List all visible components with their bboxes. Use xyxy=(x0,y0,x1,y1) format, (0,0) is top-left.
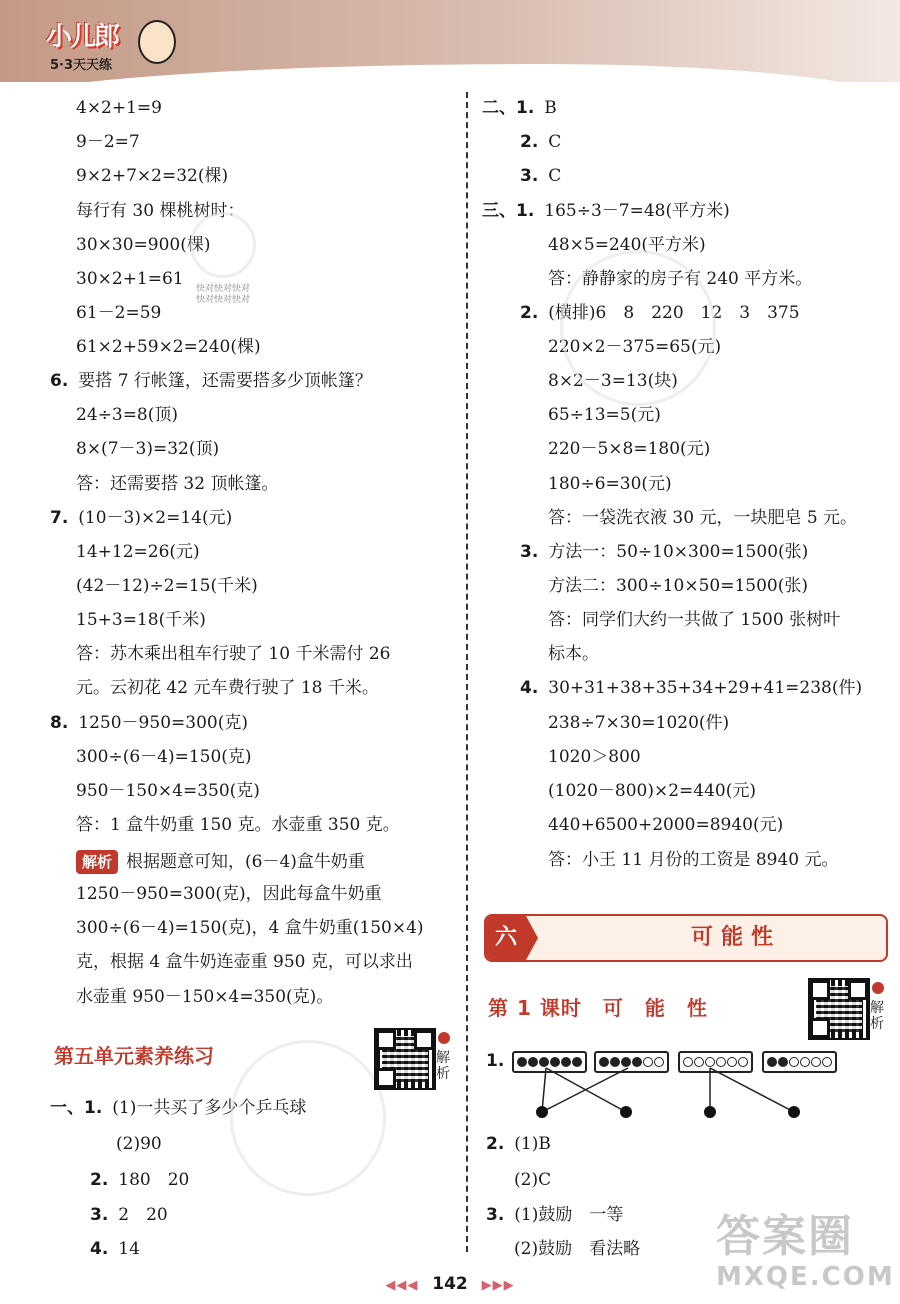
logo-sub-text: 5·3天天练 xyxy=(50,58,113,73)
answer-line xyxy=(76,644,390,664)
question-number: 7. xyxy=(50,508,69,528)
site-watermark-url: MXQE.COM xyxy=(716,1262,895,1292)
next-arrows-icon: ▶▶▶ xyxy=(481,1278,515,1293)
answer-line xyxy=(76,678,379,698)
answer-text: 元。云初花 42 元车费行驶了 18 千米。 xyxy=(76,678,379,698)
answer-text: (10－3)×2=14(元) xyxy=(78,508,233,528)
question-number: 4. xyxy=(90,1239,109,1259)
question-number: 4. xyxy=(520,678,539,698)
answer-line xyxy=(548,405,661,425)
answer-line xyxy=(514,1170,551,1190)
answer-line xyxy=(76,337,261,357)
answer-text: (1)B xyxy=(514,1134,551,1154)
chapter-title: 可能性 xyxy=(690,925,781,950)
answer-line xyxy=(520,132,561,152)
question-number: 8. xyxy=(50,713,69,733)
answer-line xyxy=(76,781,260,801)
column-divider xyxy=(466,92,468,1252)
answer-text: 9×2+7×2=32(棵) xyxy=(76,166,229,186)
answer-text: 300÷(6－4)=150(克)，4 盒牛奶重(150×4) xyxy=(76,918,424,938)
match-dot xyxy=(788,1106,800,1118)
answer-text: 8×2－3=13(块) xyxy=(548,371,678,391)
small-watermark xyxy=(196,284,250,306)
site-watermark-name: 答案圈 xyxy=(716,1211,854,1262)
answer-line xyxy=(76,542,200,562)
answer-line xyxy=(482,98,557,118)
answer-text: 每行有 30 棵桃树时： xyxy=(76,201,245,221)
small-watermark-line: 快对快对快对 xyxy=(196,284,251,294)
answer-line xyxy=(520,678,862,698)
answer-line xyxy=(548,474,672,494)
answer-line xyxy=(548,576,808,596)
answer-line xyxy=(76,952,413,972)
answer-text: 61×2+59×2=240(棵) xyxy=(76,337,261,357)
answer-line xyxy=(76,576,258,596)
answer-line xyxy=(486,1134,551,1154)
answer-text: 答：小王 11 月份的工资是 8940 元。 xyxy=(548,850,839,870)
answer-text: 65÷13=5(元) xyxy=(548,405,661,425)
answer-line xyxy=(50,508,232,528)
answer-text: 答：苏木乘出租车行驶了 10 千米需付 26 xyxy=(76,644,391,664)
answer-line xyxy=(50,713,248,733)
answer-line xyxy=(514,1239,640,1259)
answer-text: 9－2=7 xyxy=(76,132,140,152)
answer-line xyxy=(76,303,161,323)
match-dot xyxy=(536,1106,548,1118)
answer-text: 答：同学们大约一共做了 1500 张树叶 xyxy=(548,610,841,630)
page-header xyxy=(0,0,900,82)
answer-text: 1250－950=300(克)，因此每盒牛奶重 xyxy=(76,884,382,904)
answer-text: 4×2+1=9 xyxy=(76,98,162,118)
question-number: 2. xyxy=(486,1134,505,1154)
play-arrow-icon xyxy=(438,1032,450,1044)
answer-line xyxy=(548,644,599,664)
white-bead xyxy=(822,1057,832,1067)
question-number: 二、1. xyxy=(482,98,535,118)
answer-line xyxy=(76,405,178,425)
answer-text: 1250－950=300(克) xyxy=(78,713,248,733)
answer-text: 要搭 7 行帐篷，还需要搭多少顶帐篷？ xyxy=(78,371,372,391)
qr-corner xyxy=(810,1018,830,1038)
answer-text: 300÷(6－4)=150(克) xyxy=(76,747,252,767)
answer-text: 14+12=26(元) xyxy=(76,542,200,562)
answer-line xyxy=(486,1205,623,1225)
question-number: 3. xyxy=(90,1205,109,1225)
answer-line xyxy=(482,201,730,221)
answer-text: 440+6500+2000=8940(元) xyxy=(548,815,784,835)
answer-text: 根据题意可知，(6－4)盒牛奶重 xyxy=(126,852,365,872)
answer-line xyxy=(548,610,840,630)
answer-text: B xyxy=(544,98,557,118)
answer-text: 14 xyxy=(118,1239,140,1259)
matching-lines xyxy=(480,1060,820,1130)
answer-line xyxy=(76,610,206,630)
answer-line xyxy=(76,884,382,904)
question-number: 1. xyxy=(486,1051,505,1071)
qr-corner xyxy=(376,1030,396,1050)
match-line xyxy=(710,1068,794,1112)
answer-line xyxy=(116,1134,162,1154)
answer-line xyxy=(76,474,278,494)
answer-line xyxy=(548,781,756,801)
brand-logo xyxy=(38,10,178,74)
answer-text: 165÷3－7=48(平方米) xyxy=(544,201,730,221)
answer-text: (42－12)÷2=15(千米) xyxy=(76,576,258,596)
answer-text: 61－2=59 xyxy=(76,303,162,323)
answer-text: 克，根据 4 盒牛奶连壶重 950 克，可以求出 xyxy=(76,952,413,972)
answer-text: (1020－800)×2=440(元) xyxy=(548,781,756,801)
answer-text: 220－5×8=180(元) xyxy=(548,439,711,459)
answer-line xyxy=(76,850,365,874)
question-number: 2. xyxy=(520,132,539,152)
answer-text: 水壶重 950－150×4=350(克)。 xyxy=(76,987,334,1007)
watermark-stamp xyxy=(230,1040,386,1196)
qr-label-lesson: 解析 xyxy=(870,1000,884,1032)
answer-text: (2)鼓励 看法略 xyxy=(514,1239,641,1259)
answer-line xyxy=(76,166,228,186)
unit-title: 第五单元素养练习 xyxy=(54,1044,214,1068)
answer-line xyxy=(76,132,140,152)
answer-text: 1020＞800 xyxy=(548,747,641,767)
answer-line xyxy=(76,747,252,767)
answer-line xyxy=(76,987,333,1007)
answer-line xyxy=(76,269,184,289)
answer-line xyxy=(520,542,808,562)
answer-line xyxy=(50,371,372,391)
question-number: 2. xyxy=(90,1170,109,1190)
answer-line xyxy=(548,439,710,459)
answer-line xyxy=(548,850,839,870)
answer-text: 180÷6=30(元) xyxy=(548,474,672,494)
answer-line xyxy=(548,713,729,733)
answer-text: 24÷3=8(顶) xyxy=(76,405,179,425)
small-watermark-line: 快对快对快对 xyxy=(196,295,251,305)
qr-corner xyxy=(848,980,868,1000)
answer-line xyxy=(548,815,783,835)
answer-text: C xyxy=(548,132,562,152)
question-number: 3. xyxy=(520,166,539,186)
question-number: 3. xyxy=(520,542,539,562)
answer-line xyxy=(76,918,424,938)
answer-text: 2 20 xyxy=(118,1205,168,1225)
answer-text: 180 20 xyxy=(118,1170,190,1190)
match-dot xyxy=(620,1106,632,1118)
play-arrow-icon xyxy=(872,982,884,994)
answer-text: 答：1 盒牛奶重 150 克。水壶重 350 克。 xyxy=(76,815,400,835)
logo-main-text: 小儿郎 xyxy=(46,22,119,52)
answer-text: 950－150×4=350(克) xyxy=(76,781,260,801)
answer-line xyxy=(76,98,162,118)
mascot-icon xyxy=(138,20,176,64)
page-number: 142 xyxy=(432,1274,468,1294)
answer-text: (1)一共买了多少个乒乓球 xyxy=(112,1098,307,1118)
question-number: 一、1. xyxy=(50,1098,103,1118)
answer-text: 30×30=900(棵) xyxy=(76,235,211,255)
answer-line xyxy=(90,1170,189,1190)
answer-line xyxy=(90,1239,140,1259)
answer-text: 48×5=240(平方米) xyxy=(548,235,706,255)
qr-code-unit[interactable] xyxy=(374,1028,436,1090)
answer-line xyxy=(548,508,857,528)
answer-text: 220×2－375=65(元) xyxy=(548,337,722,357)
answer-line xyxy=(548,747,641,767)
qr-corner xyxy=(376,1068,396,1088)
answer-text: (1)鼓励 一等 xyxy=(514,1205,624,1225)
answer-line xyxy=(76,815,400,835)
answer-text: 238÷7×30=1020(件) xyxy=(548,713,730,733)
chapter-badge: 六 xyxy=(486,916,526,960)
answer-text: 方法一：50÷10×300=1500(张) xyxy=(548,542,809,562)
answer-text: (2)90 xyxy=(116,1134,162,1154)
answer-line xyxy=(90,1205,168,1225)
answer-text: (横排)6 8 220 12 3 375 xyxy=(548,303,800,323)
lesson-title: 第 1 课时 可 能 性 xyxy=(488,996,708,1020)
page-footer xyxy=(0,1274,900,1294)
answer-text: 30+31+38+35+34+29+41=238(件) xyxy=(548,678,863,698)
answer-text: 答：一袋洗衣液 30 元，一块肥皂 5 元。 xyxy=(548,508,858,528)
question-number: 3. xyxy=(486,1205,505,1225)
answer-text: 15+3=18(千米) xyxy=(76,610,206,630)
answer-text: 答：还需要搭 32 顶帐篷。 xyxy=(76,474,279,494)
question-number: 6. xyxy=(50,371,69,391)
chapter-banner xyxy=(484,914,888,962)
match-line xyxy=(542,1068,546,1112)
qr-label-unit: 解析 xyxy=(436,1050,450,1082)
answer-text: 30×2+1=61 xyxy=(76,269,184,289)
qr-code-lesson[interactable] xyxy=(808,978,870,1040)
answer-text: 答：静静家的房子有 240 平方米。 xyxy=(548,269,813,289)
match-dot xyxy=(704,1106,716,1118)
qr-corner xyxy=(414,1030,434,1050)
watermark-stamp xyxy=(560,250,716,406)
question-number: 2. xyxy=(520,303,539,323)
question-number: 三、1. xyxy=(482,201,535,221)
answer-text: 方法二：300÷10×50=1500(张) xyxy=(548,576,808,596)
answer-line xyxy=(76,439,219,459)
answer-text: (2)C xyxy=(514,1170,552,1190)
answer-text: 8×(7－3)=32(顶) xyxy=(76,439,220,459)
prev-arrows-icon: ◀◀◀ xyxy=(385,1278,419,1293)
answer-text: C xyxy=(548,166,562,186)
analysis-tag: 解析 xyxy=(76,850,118,874)
watermark-stamp xyxy=(190,212,256,278)
qr-corner xyxy=(810,980,830,1000)
answer-line xyxy=(520,166,561,186)
answer-text: 标本。 xyxy=(548,644,599,664)
